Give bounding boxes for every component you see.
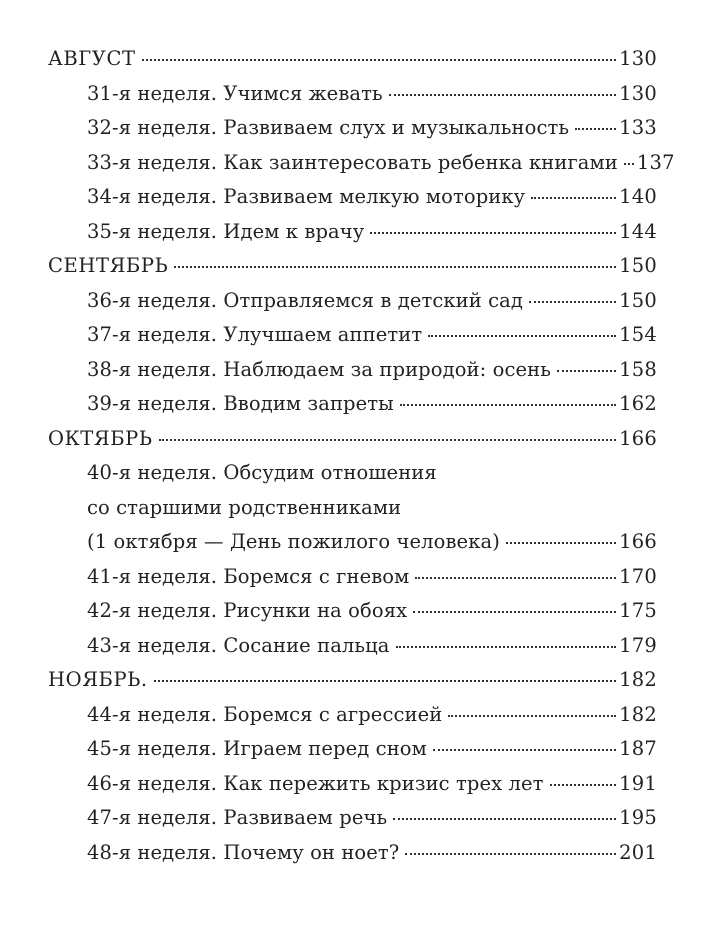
toc-entry-page: 150 (619, 288, 657, 312)
dot-leader (142, 59, 617, 61)
dot-leader (389, 94, 616, 96)
toc-week-entry (0, 284, 717, 319)
dot-leader (400, 404, 616, 406)
toc-entry-page: 201 (619, 840, 657, 864)
dot-leader (529, 301, 616, 303)
toc-entry-page: 187 (619, 737, 657, 760)
toc-week-entry (0, 767, 717, 802)
toc-week-entry (0, 698, 717, 733)
toc-week-entry (0, 525, 717, 560)
dot-leader (448, 715, 616, 717)
dot-leader (370, 232, 616, 234)
toc-entry-title: 44-я неделя. Боремся с агрессией (87, 702, 443, 726)
toc-month-entry (0, 42, 717, 77)
toc-month-entry (0, 663, 717, 698)
toc-entry-page: 166 (619, 426, 657, 450)
dot-leader (396, 646, 617, 648)
dot-leader (415, 577, 616, 579)
toc-entry-title: 33-я неделя. Как заинтересовать ребенка книгами (87, 150, 618, 174)
toc-entry-title: 48-я неделя. Почему он ноет? (87, 840, 400, 864)
toc-entry-title: со старшими родственниками (87, 495, 402, 519)
toc-entry-title: 40-я неделя. Обсудим отношения (87, 461, 437, 484)
dot-leader (550, 784, 617, 786)
toc-week-entry (0, 180, 717, 215)
toc-week-entry (0, 387, 717, 422)
toc-week-entry (0, 629, 717, 664)
dot-leader (557, 370, 616, 372)
toc-week-entry (0, 318, 717, 353)
toc-entry-title: 43-я неделя. Сосание пальца (87, 633, 390, 657)
toc-entry-title: 34-я неделя. Развиваем мелкую моторику (87, 185, 526, 208)
toc-entry-page: 130 (619, 47, 657, 70)
toc-entry-page: 144 (619, 219, 657, 243)
toc-entry-page: 140 (619, 185, 657, 208)
toc-entry-page: 130 (619, 81, 657, 105)
toc-week-entry (0, 732, 717, 767)
dot-leader (433, 749, 616, 751)
dot-leader (393, 818, 616, 820)
dot-leader (174, 266, 616, 268)
toc-entry-page: 166 (619, 530, 657, 553)
toc-entry-page: 137 (636, 150, 675, 174)
toc-entry-page: 150 (619, 254, 657, 277)
toc-week-entry (0, 77, 717, 112)
toc-entry-title: 46-я неделя. Как пережить кризис трех лет (87, 771, 544, 795)
toc-entry-title: 38-я неделя. Наблюдаем за природой: осень (87, 357, 551, 381)
toc-entry-title: АВГУСТ (48, 47, 136, 70)
dot-leader (531, 197, 616, 199)
toc-week-entry-continued (0, 491, 717, 526)
toc-entry-page: 195 (619, 806, 657, 829)
toc-entry-title: 47-я неделя. Развиваем речь (87, 806, 388, 829)
dot-leader (413, 611, 616, 613)
toc-entry-title: 41-я неделя. Боремся с гневом (87, 564, 410, 588)
toc-week-entry (0, 560, 717, 595)
toc-entry-page: 162 (619, 392, 657, 415)
toc-week-entry-continued (0, 456, 717, 491)
toc-entry-page: 133 (619, 116, 657, 139)
toc-entry-title: ОКТЯБРЬ (48, 426, 153, 450)
toc-entry-page: 182 (619, 702, 657, 726)
toc-entry-title: 37-я неделя. Улучшаем аппетит (87, 323, 423, 346)
dot-leader (154, 680, 616, 682)
toc-entry-title: НОЯБРЬ. (48, 668, 148, 691)
toc-entry-title: СЕНТЯБРЬ (48, 254, 169, 277)
dot-leader (159, 439, 617, 441)
toc-week-entry (0, 801, 717, 836)
toc-entry-title: 45-я неделя. Играем перед сном (87, 737, 427, 760)
toc-entry-page: 182 (619, 668, 657, 691)
toc-entry-page: 191 (619, 771, 657, 795)
dot-leader (624, 163, 634, 165)
toc-week-entry (0, 146, 717, 181)
toc-entry-page: 179 (619, 633, 657, 657)
toc-entry-page: 154 (619, 323, 657, 346)
toc-week-entry (0, 353, 717, 388)
toc-week-entry (0, 111, 717, 146)
toc-entry-title: 32-я неделя. Развиваем слух и музыкальность (87, 116, 570, 139)
toc-week-entry (0, 594, 717, 629)
dot-leader (428, 335, 616, 337)
dot-leader (506, 542, 616, 544)
toc-entry-page: 158 (619, 357, 657, 381)
toc-entry-title: 42-я неделя. Рисунки на обоях (87, 599, 408, 622)
toc-entry-title: (1 октября — День пожилого человека) (87, 530, 500, 553)
toc-entry-title: 35-я неделя. Идем к врачу (87, 219, 365, 243)
toc-entry-title: 36-я неделя. Отправляемся в детский сад (87, 288, 524, 312)
toc-month-entry (0, 422, 717, 457)
dot-leader (575, 128, 616, 130)
toc-month-entry (0, 249, 717, 284)
toc-week-entry (0, 215, 717, 250)
toc-entry-page: 175 (619, 599, 657, 622)
toc-entry-page: 170 (619, 564, 657, 588)
toc-entry-title: 39-я неделя. Вводим запреты (87, 392, 394, 415)
table-of-contents (0, 42, 717, 870)
toc-entry-title: 31-я неделя. Учимся жевать (87, 81, 383, 105)
dot-leader (405, 853, 616, 855)
toc-week-entry (0, 836, 717, 871)
